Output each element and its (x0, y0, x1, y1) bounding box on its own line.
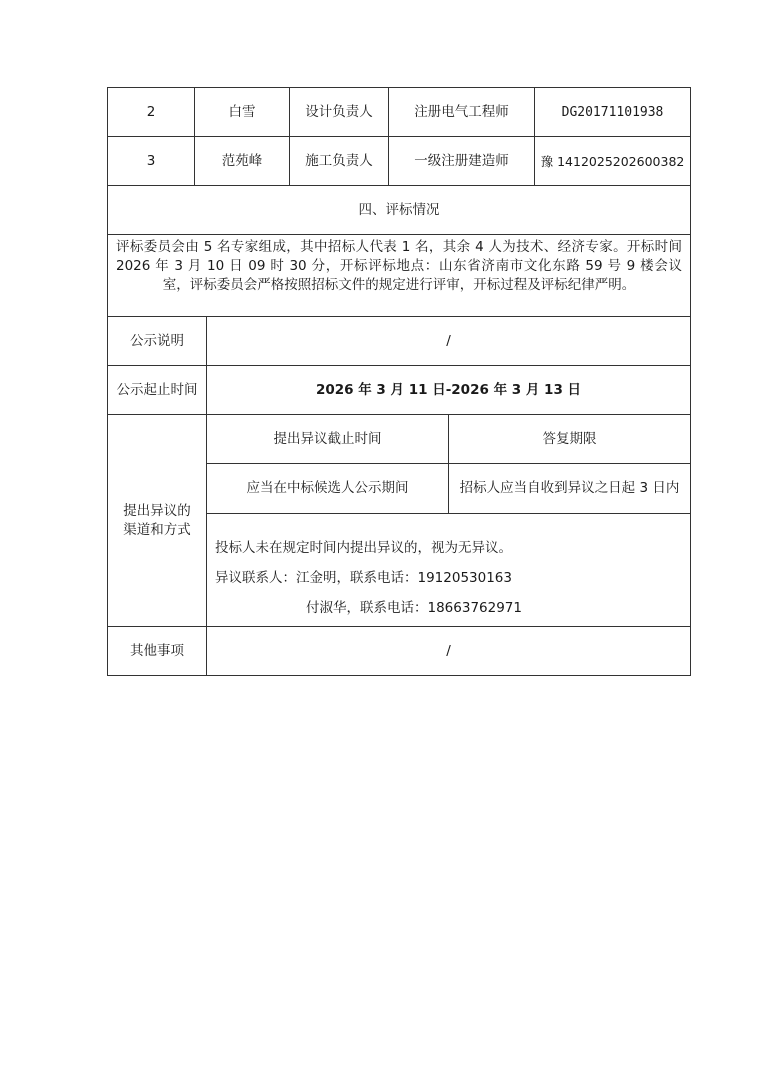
notice-value: / (206, 316, 691, 366)
staff-row-3-index: 3 (107, 136, 195, 186)
objection-reply-value: 招标人应当自收到异议之日起 3 日内 (448, 463, 691, 514)
notice-label: 公示说明 (107, 316, 207, 366)
staff-row-2-name: 白雪 (194, 87, 290, 137)
staff-row-2-index: 2 (107, 87, 195, 137)
staff-row-2-qualification: 注册电气工程师 (388, 87, 535, 137)
evaluation-paragraph: 评标委员会由 5 名专家组成，其中招标人代表 1 名，其余 4 人为技术、经济专家。开标时间 2026 年 3 月 10 日 09 时 30 分，开标评标地点：山东省济南市文化东路 59 号 9 楼会议室，评标委员会严格按照招标文件的规定进行评审，开标过程及评标纪律严明。 (107, 234, 691, 317)
staff-row-3-name: 范苑峰 (194, 136, 290, 186)
section-4-title: 四、评标情况 (107, 185, 691, 235)
staff-row-3-qualification: 一级注册建造师 (388, 136, 535, 186)
staff-row-2-cert-no: DG20171101938 (534, 87, 691, 137)
staff-row-2-role: 设计负责人 (289, 87, 389, 137)
objection-details (206, 513, 691, 627)
staff-row-3-role: 施工负责人 (289, 136, 389, 186)
objection-contact-1: 异议联系人：江金明，联系电话：19120530163 (215, 570, 512, 586)
objection-contact-2: 付淑华，联系电话：18663762971 (306, 600, 522, 616)
objection-deadline-value: 应当在中标候选人公示期间 (206, 463, 449, 514)
period-label: 公示起止时间 (107, 365, 207, 415)
objection-reply-header: 答复期限 (448, 414, 691, 464)
other-label: 其他事项 (107, 626, 207, 676)
period-value: 2026 年 3 月 11 日-2026 年 3 月 13 日 (206, 365, 691, 415)
objection-label: 提出异议的渠道和方式 (107, 414, 207, 627)
staff-row-3-cert-no: 豫 1412025202600382 (534, 136, 691, 186)
objection-note: 投标人未在规定时间内提出异议的，视为无异议。 (215, 540, 512, 556)
objection-deadline-header: 提出异议截止时间 (206, 414, 449, 464)
other-value: / (206, 626, 691, 676)
